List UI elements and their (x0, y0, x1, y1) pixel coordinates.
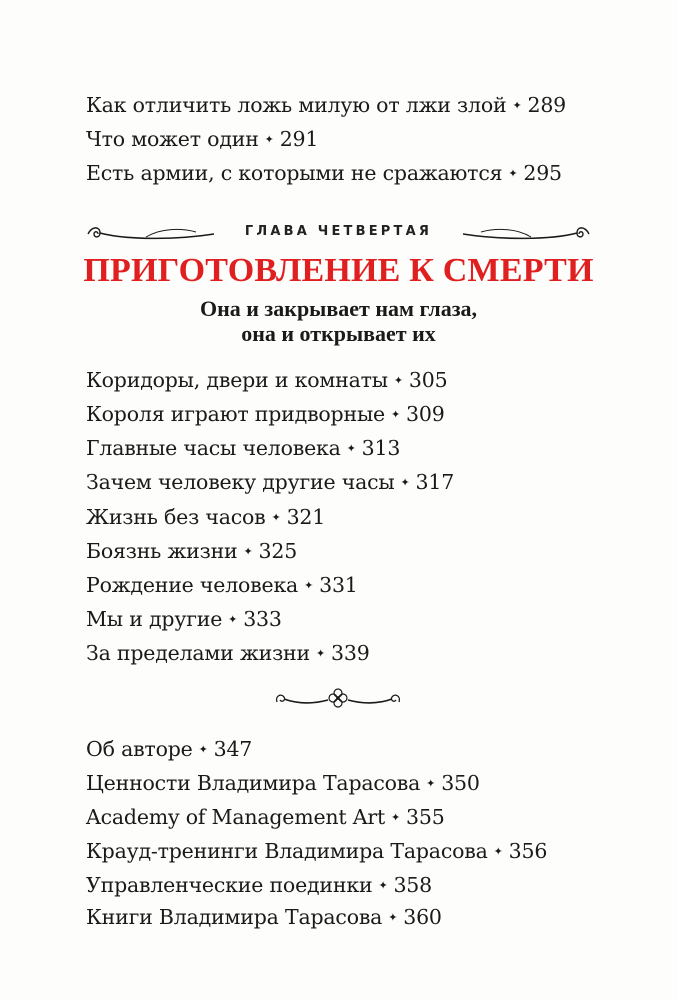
diamond-separator-icon: ✦ (391, 408, 401, 421)
toc-entry-title: Боязнь жизни (86, 539, 238, 563)
chapter-subtitle-line2: она и открывает их (241, 321, 436, 346)
toc-entry-page: 358 (393, 873, 432, 897)
toc-entry-title: Есть армии, с которыми не сражаются (86, 161, 503, 185)
toc-entry[interactable] (86, 539, 297, 564)
toc-entry-title: Книги Владимира Тарасова (86, 905, 383, 929)
toc-entry[interactable] (86, 402, 445, 427)
toc-entry[interactable] (86, 368, 447, 393)
diamond-separator-icon: ✦ (304, 579, 314, 592)
toc-entry-page: 321 (286, 505, 326, 529)
toc-entry-title: Мы и другие (86, 607, 223, 631)
diamond-separator-icon: ✦ (426, 777, 436, 790)
diamond-separator-icon: ✦ (493, 845, 503, 858)
toc-entry[interactable] (86, 436, 400, 461)
toc-entry-page: 360 (403, 905, 442, 929)
diamond-separator-icon: ✦ (346, 442, 356, 455)
toc-entry-page: 325 (258, 539, 298, 563)
toc-entry-title: Что может один (86, 127, 259, 151)
diamond-separator-icon: ✦ (508, 167, 518, 180)
toc-entry[interactable] (86, 470, 454, 495)
diamond-separator-icon: ✦ (400, 476, 410, 489)
diamond-separator-icon: ✦ (264, 133, 274, 146)
chapter-label: ГЛАВА ЧЕТВЕРТАЯ (244, 224, 433, 239)
diamond-separator-icon: ✦ (198, 743, 208, 756)
toc-entry-title: За пределами жизни (86, 641, 310, 665)
toc-entry[interactable] (86, 771, 480, 796)
section-divider-ornament-icon (273, 684, 403, 714)
toc-entry-page: 295 (523, 161, 562, 185)
toc-entry-title: Главные часы человека (86, 436, 341, 460)
toc-entry-title: Управленческие поединки (86, 873, 373, 897)
chapter-title: ПРИГОТОВЛЕНИЕ К СМЕРТИ (83, 252, 594, 289)
diamond-separator-icon: ✦ (388, 911, 398, 924)
toc-entry-page: 291 (279, 127, 319, 151)
toc-entry-title: Коридоры, двери и комнаты (86, 368, 388, 392)
toc-entry-page: 309 (406, 402, 445, 426)
toc-entry[interactable] (86, 573, 358, 598)
toc-entry-page: 317 (415, 470, 455, 494)
toc-entry-title: Как отличить ложь милую от лжи злой (86, 93, 507, 117)
toc-entry-page: 313 (361, 436, 401, 460)
toc-entry[interactable] (86, 737, 252, 762)
toc-entry[interactable] (86, 505, 325, 530)
diamond-separator-icon: ✦ (393, 374, 403, 387)
toc-entry-page: 305 (408, 368, 448, 392)
toc-entry-title: Крауд-тренинги Владимира Тарасова (86, 839, 488, 863)
diamond-separator-icon: ✦ (271, 511, 281, 524)
toc-entry[interactable] (86, 607, 282, 632)
toc-entry[interactable] (86, 641, 370, 666)
toc-entry[interactable] (86, 93, 566, 118)
toc-entry-page: 333 (243, 607, 282, 631)
toc-entry-title: Зачем человеку другие часы (86, 470, 395, 494)
toc-entry-title: Жизнь без часов (86, 505, 266, 529)
toc-entry[interactable] (86, 905, 442, 930)
toc-entry-page: 347 (213, 737, 253, 761)
toc-entry-page: 356 (508, 839, 548, 863)
diamond-separator-icon: ✦ (228, 613, 238, 626)
toc-entry-title: Рождение человека (86, 573, 299, 597)
toc-entry[interactable] (86, 127, 318, 152)
toc-entry-title: Короля играют придворные (86, 402, 385, 426)
toc-entry-page: 355 (406, 805, 445, 829)
diamond-separator-icon: ✦ (512, 99, 522, 112)
toc-entry-page: 289 (527, 93, 567, 117)
toc-entry-title: Academy of Management Art (86, 805, 386, 829)
diamond-separator-icon: ✦ (391, 811, 401, 824)
toc-entry[interactable] (86, 805, 445, 830)
toc-entry[interactable] (86, 839, 547, 864)
diamond-separator-icon: ✦ (315, 647, 326, 660)
toc-entry-title: Ценности Владимира Тарасова (86, 771, 421, 795)
toc-entry-page: 339 (331, 641, 370, 665)
diamond-separator-icon: ✦ (243, 545, 253, 558)
diamond-separator-icon: ✦ (378, 879, 388, 892)
toc-entry[interactable] (86, 161, 562, 186)
toc-entry-page: 350 (441, 771, 480, 795)
toc-entry[interactable] (86, 873, 432, 898)
toc-entry-page: 331 (319, 573, 358, 597)
chapter-subtitle-line1: Она и закрывает нам глаза, (199, 296, 478, 321)
toc-entry-title: Об авторе (86, 737, 193, 761)
